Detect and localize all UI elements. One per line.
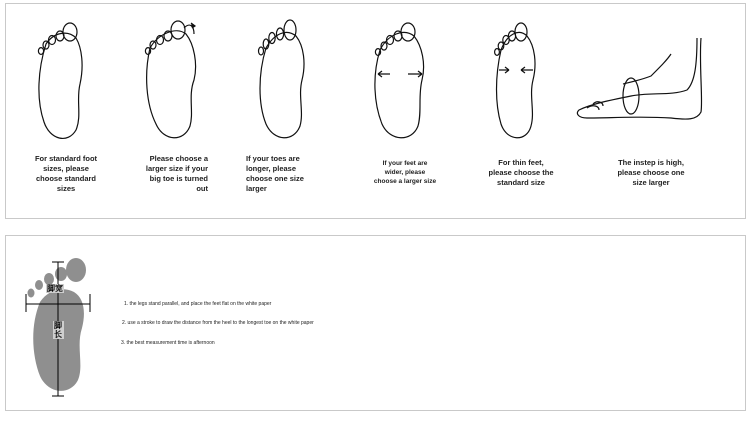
foot-wide-icon xyxy=(364,4,444,154)
foot-bunion-cell xyxy=(138,4,218,204)
foot-thin-cell xyxy=(481,4,561,204)
foot-length-label: 脚长 xyxy=(54,321,62,339)
foot-silhouette-icon xyxy=(18,246,128,416)
foot-width-label: 脚宽 xyxy=(47,284,63,293)
foot-standard-cell xyxy=(24,4,104,204)
measurement-panel xyxy=(5,235,746,411)
foot-high-instep-caption: The instep is high, please choose one size larger xyxy=(617,158,685,187)
foot-high-instep-icon xyxy=(571,4,741,154)
foot-standard-icon xyxy=(24,4,104,154)
foot-long-toes-icon xyxy=(246,4,326,154)
foot-thin-icon xyxy=(481,4,561,154)
measurement-step-2: 2. use a stroke to draw the distance from the heel to the longest toe on the white paper xyxy=(122,320,314,326)
foot-thin-caption: For thin feet, please choose the standard size xyxy=(488,158,554,187)
foot-bunion-icon xyxy=(138,4,218,154)
foot-bunion-caption: Please choose a larger size if your big toe is turned out xyxy=(145,154,208,193)
foot-long-toes-cell xyxy=(246,4,326,204)
foot-high-instep-cell xyxy=(571,4,741,204)
foot-long-toes-caption: If your toes are longer, please choose one size larger xyxy=(246,154,304,193)
foot-wide-caption: If your feet are wider, please choose a larger size xyxy=(373,160,437,185)
measurement-step-3: 3. the best measurement time is afternoon xyxy=(121,340,215,346)
foot-type-panel xyxy=(5,3,746,219)
foot-standard-caption: For standard foot sizes, please choose standard sizes xyxy=(34,154,98,193)
foot-wide-cell xyxy=(364,4,444,204)
measurement-step-1: 1. the legs stand parallel, and place the feet flat on the white paper xyxy=(124,301,272,307)
